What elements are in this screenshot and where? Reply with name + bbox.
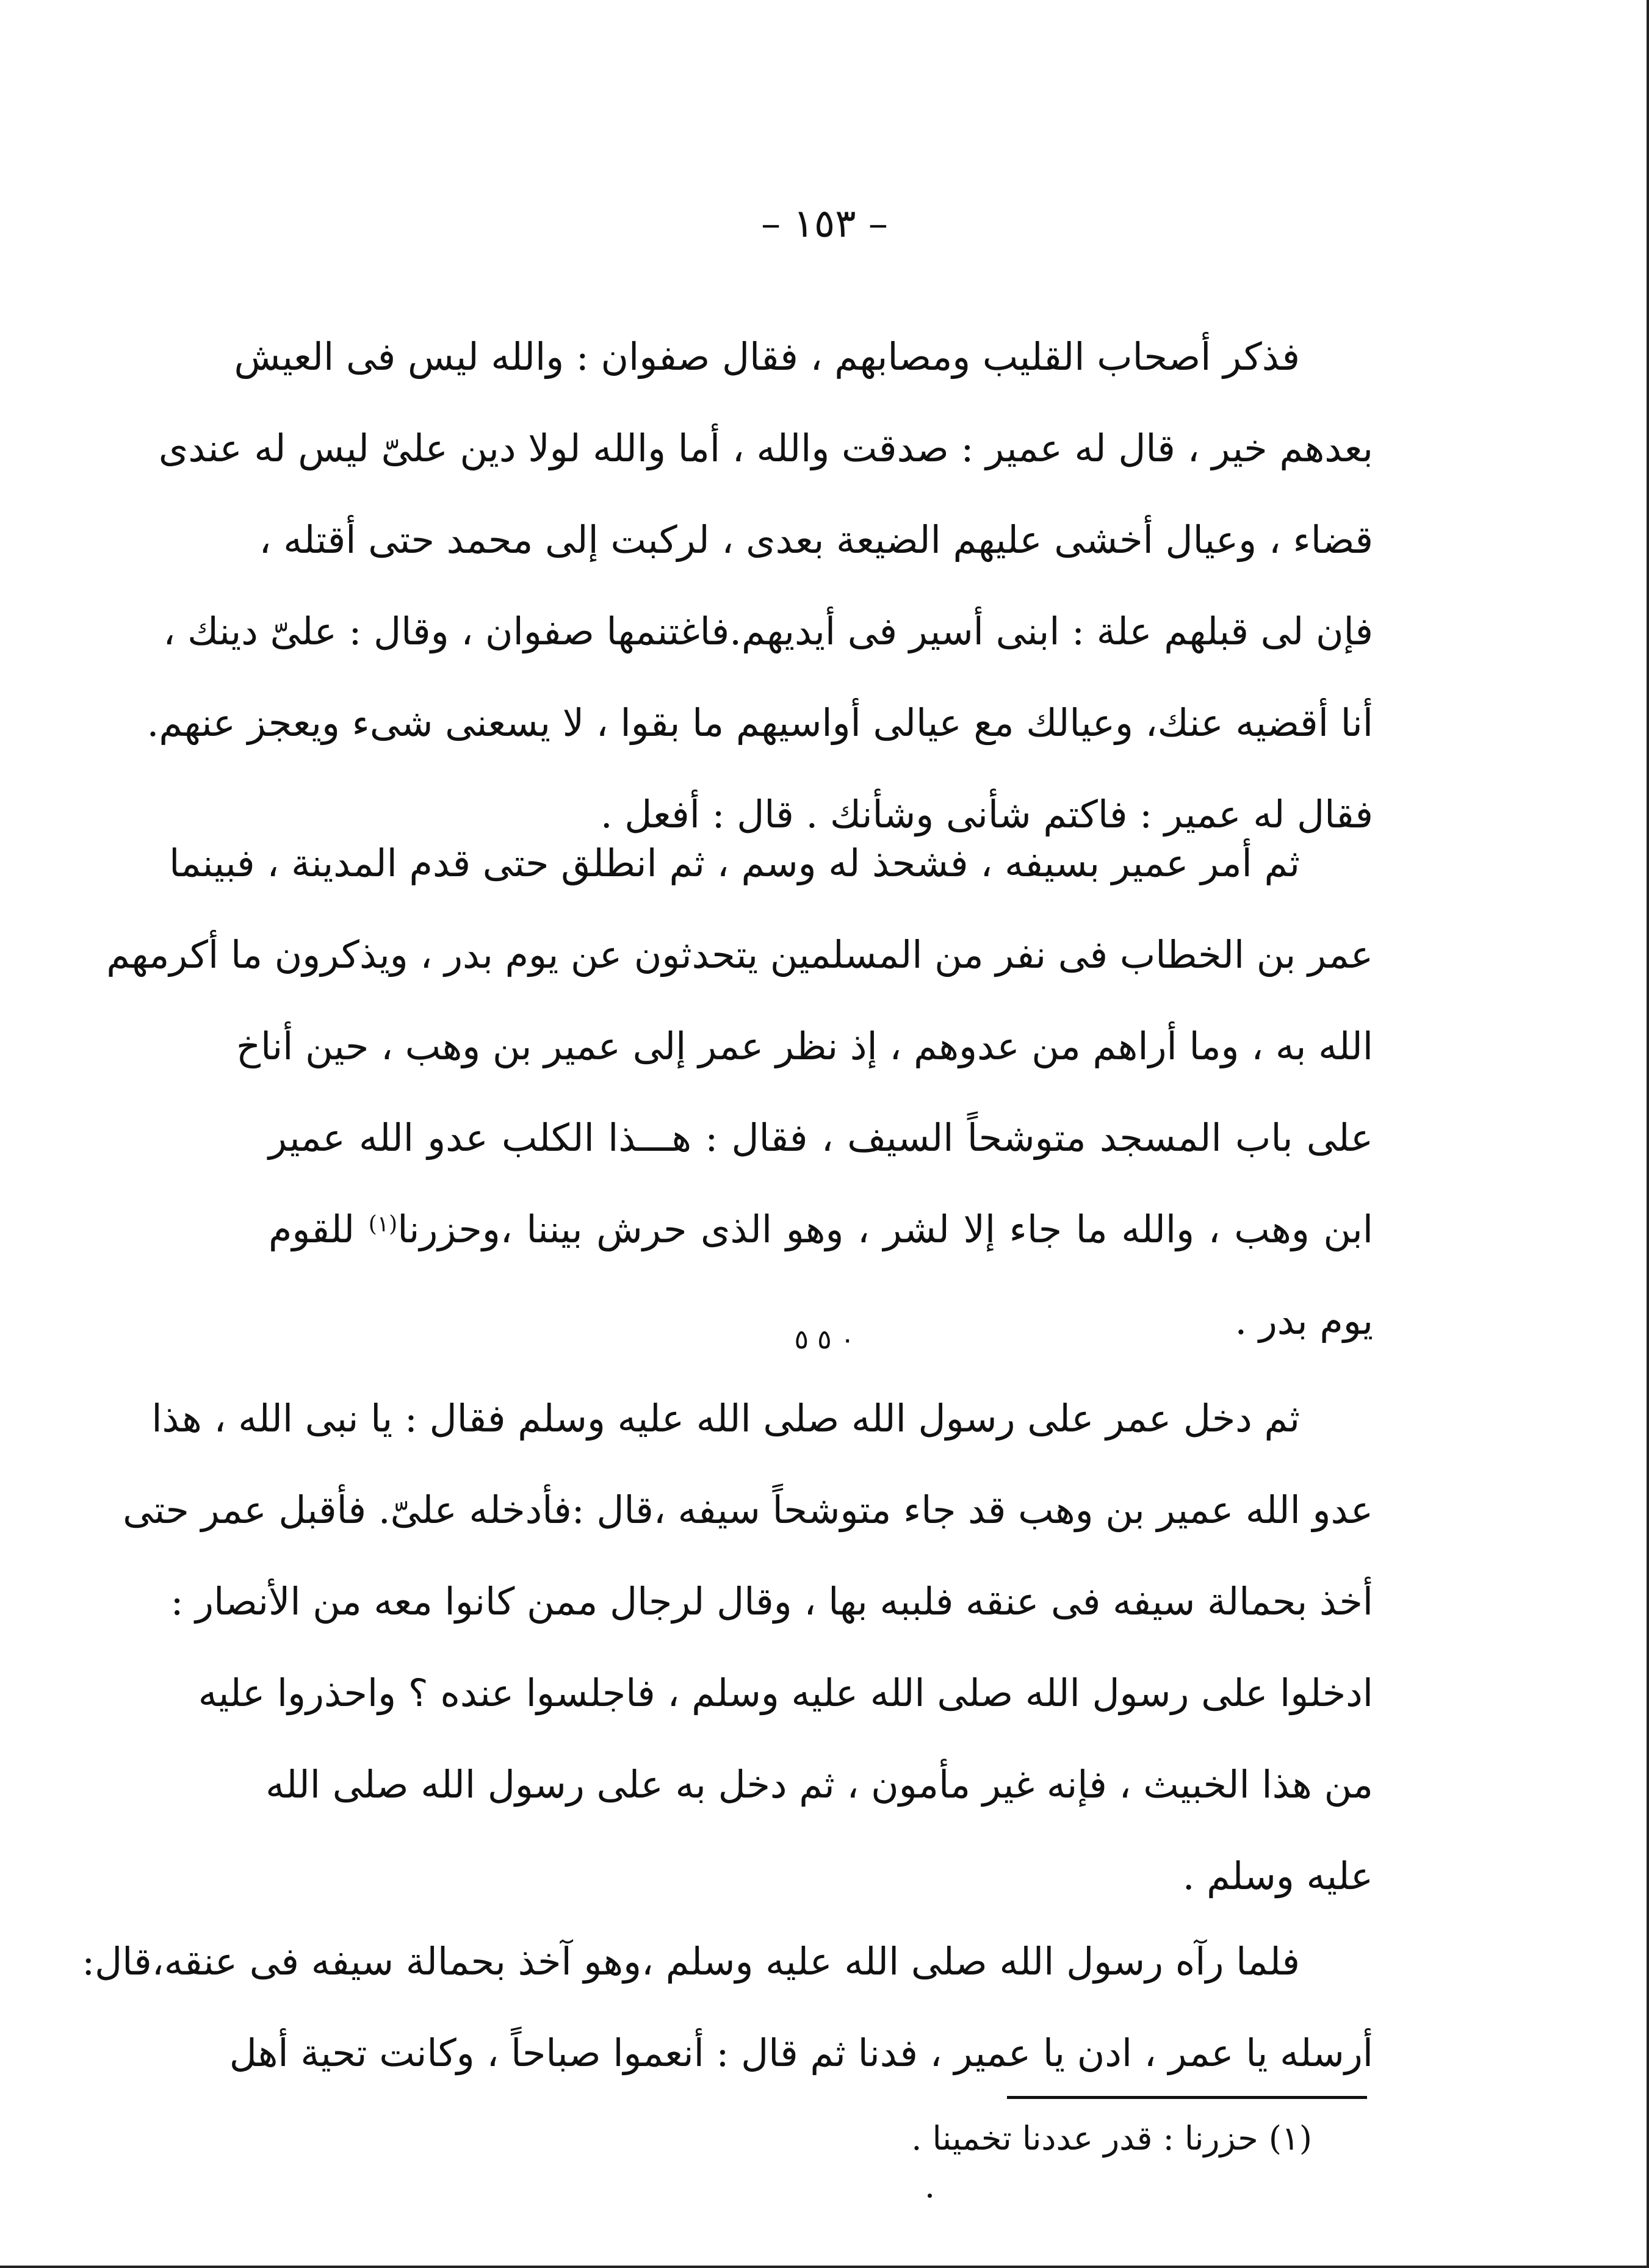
text-line: ثم أمر عمير بسيفه ، فشحذ له وسم ، ثم انطلق حتى قدم المدينة ، فبينما	[169, 841, 1300, 885]
text-line: فذكر أصحاب القليب ومصابهم ، فقال صفوان : والله ليس فى العيش	[234, 334, 1300, 379]
text-line: أنا أقضيه عنك، وعيالك مع عيالى أواسيهم ما بقوا ، لا يسعنى شىء ويعجز عنهم.	[146, 700, 1373, 745]
page-edge-bottom	[0, 2266, 1649, 2268]
page-edge-right	[1647, 0, 1649, 2268]
text-line: أخذ بحمالة سيفه فى عنقه فلببه بها ، وقال لرجال ممن كانوا معه من الأنصار :	[170, 1579, 1373, 1624]
footnote-divider	[1007, 2096, 1367, 2099]
text-span: للقوم	[269, 1207, 369, 1251]
text-line-with-footnote	[269, 1184, 1373, 1275]
text-line: بعدهم خير ، قال له عمير : صدقت والله ، أما والله لولا دين علىّ ليس له عندى	[158, 426, 1373, 470]
text-line: فقال له عمير : فاكتم شأنى وشأنك . قال : أفعل .	[600, 792, 1373, 837]
text-line: عدو الله عمير بن وهب قد جاء متوشحاً سيفه ،قال :فأدخله علىّ. فأقبل عمر حتى	[123, 1488, 1373, 1532]
footnote: (١) حزرنا : قدر عددنا تخمينا .	[911, 2119, 1312, 2158]
text-line: من هذا الخبيث ، فإنه غير مأمون ، ثم دخل به على رسول الله صلى الله	[265, 1762, 1373, 1807]
text-span: ابن وهب ، والله ما جاء إلا لشر ، وهو الذى حرش بيننا ،وحزرنا	[397, 1207, 1373, 1251]
text-line: يوم بدر .	[1235, 1298, 1373, 1343]
text-line: عليه وسلم .	[1182, 1854, 1373, 1898]
paragraph-1	[146, 311, 1373, 860]
text-line: على باب المسجد متوشحاً السيف ، فقال : هـــذا الكلب عدو الله عمير	[269, 1115, 1373, 1160]
paragraph-3	[123, 1373, 1373, 1922]
footnote-marker: (١)	[368, 1212, 398, 1237]
section-separator: ٠ ٥ ٥	[794, 1324, 855, 1355]
stray-dot	[928, 2194, 932, 2198]
text-line: ادخلوا على رسول الله صلى الله عليه وسلم ، فاجلسوا عنده ؟ واحذروا عليه	[198, 1671, 1373, 1715]
text-line: فإن لى قبلهم علة : ابنى أسير فى أيديهم.فاغتنمها صفوان ، وقال : علىّ دينك ،	[163, 609, 1373, 653]
paragraph-2	[106, 818, 1373, 1367]
text-line: قضاء ، وعيال أخشى عليهم الضيعة بعدى ، لركبت إلى محمد حتى أقتله ،	[259, 517, 1373, 562]
text-line: ثم دخل عمر على رسول الله صلى الله عليه وسلم فقال : يا نبى الله ، هذا	[151, 1396, 1300, 1441]
page-number: – ١٥٣ –	[761, 201, 888, 247]
paragraph-4	[82, 1916, 1373, 2099]
text-line: الله به ، وما أراهم من عدوهم ، إذ نظر عمر إلى عمير بن وهب ، حين أناخ	[236, 1024, 1373, 1068]
text-line: فلما رآه رسول الله صلى الله عليه وسلم ،وهو آخذ بحمالة سيفه فى عنقه،قال:	[82, 1939, 1300, 1984]
text-line: أرسله يا عمر ، ادن يا عمير ، فدنا ثم قال : أنعموا صباحاً ، وكانت تحية أهل	[229, 2031, 1373, 2075]
text-line: عمر بن الخطاب فى نفر من المسلمين يتحدثون عن يوم بدر ، ويذكرون ما أكرمهم	[106, 932, 1373, 977]
